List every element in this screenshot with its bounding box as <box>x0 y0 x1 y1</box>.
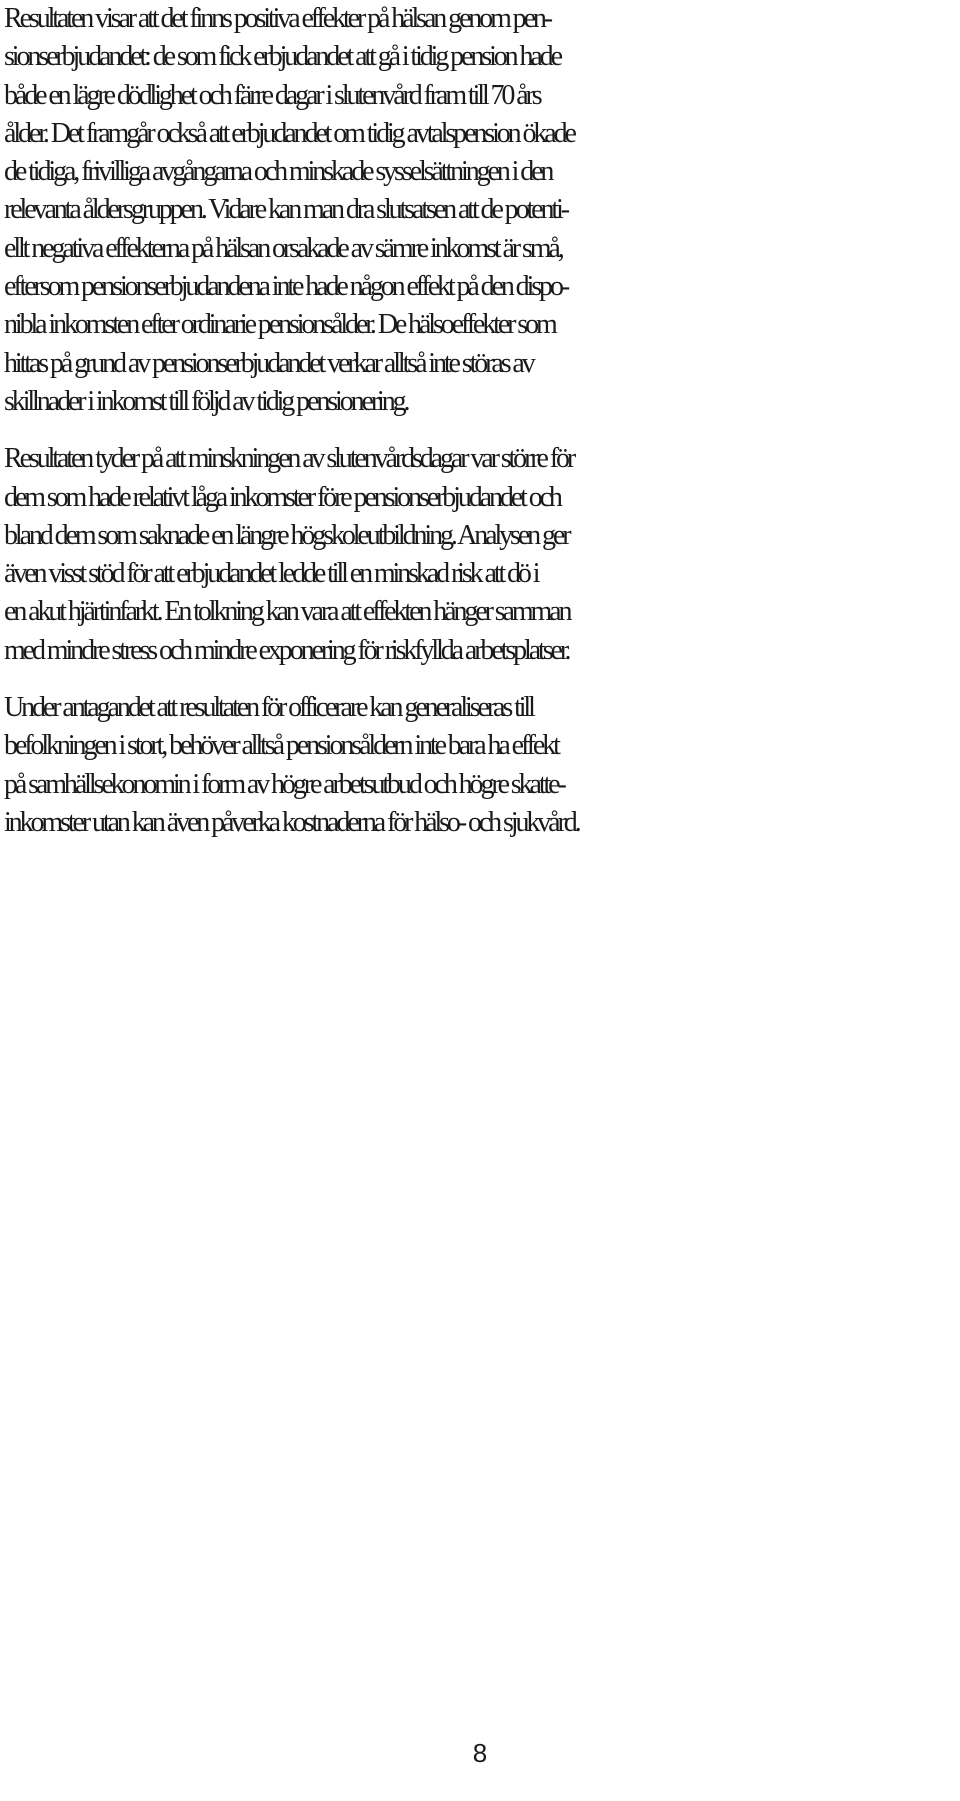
text-line: eftersom pensionserbjudandena inte hade någon effekt på den dispo- <box>4 271 568 303</box>
text-line: befolkningen i stort, behöver alltså pensionsåldern inte bara ha effekt <box>4 730 558 762</box>
paragraph-2 <box>4 440 956 670</box>
text-line: Resultaten tyder på att minskningen av slutenvårdsdagar var större för <box>4 443 574 475</box>
text-line: sionserbjudandet: de som fick erbjudandet att gå i tidig pension hade <box>4 41 560 73</box>
text-line: nibla inkomsten efter ordinarie pensionsålder. De hälsoeffekter som <box>4 309 555 341</box>
text-line: hittas på grund av pensionserbjudandet verkar alltså inte störas av <box>4 347 533 379</box>
paragraph-1 <box>4 0 956 421</box>
text-line: även visst stöd för att erbjudandet ledde till en minskad risk att dö i <box>4 558 538 590</box>
body-text <box>4 0 956 861</box>
text-line: både en lägre dödlighet och färre dagar i slutenvård fram till 70 års <box>4 79 540 111</box>
text-line: skillnader i inkomst till följd av tidig pensionering. <box>4 385 408 417</box>
text-line: de tidiga, frivilliga avgångarna och minskade sysselsättningen i den <box>4 156 552 188</box>
text-line: Under antagandet att resultaten för officerare kan generaliseras till <box>4 692 533 724</box>
text-line: inkomster utan kan även påverka kostnaderna för hälso- och sjukvård. <box>4 806 579 838</box>
text-line: ålder. Det framgår också att erbjudandet om tidig avtalspension ökade <box>4 117 574 149</box>
text-line: relevanta åldersgruppen. Vidare kan man dra slutsatsen att de potenti- <box>4 194 567 226</box>
text-line: bland dem som saknade en längre högskoleutbildning. Analysen ger <box>4 519 569 551</box>
text-line: dem som hade relativt låga inkomster före pensionserbjudandet och <box>4 481 560 513</box>
paragraph-3 <box>4 689 956 842</box>
text-line: Resultaten visar att det finns positiva effekter på hälsan genom pen- <box>4 3 551 34</box>
page-number: 8 <box>472 1738 488 1768</box>
text-line: ellt negativa effekterna på hälsan orsakade av sämre inkomst är små, <box>4 232 562 264</box>
text-line: på samhällsekonomin i form av högre arbetsutbud och högre skatte- <box>4 768 564 800</box>
text-line: en akut hjärtinfarkt. En tolkning kan vara att effekten hänger samman <box>4 596 570 628</box>
text-line: med mindre stress och mindre exponering för riskfyllda arbetsplatser. <box>4 634 569 666</box>
